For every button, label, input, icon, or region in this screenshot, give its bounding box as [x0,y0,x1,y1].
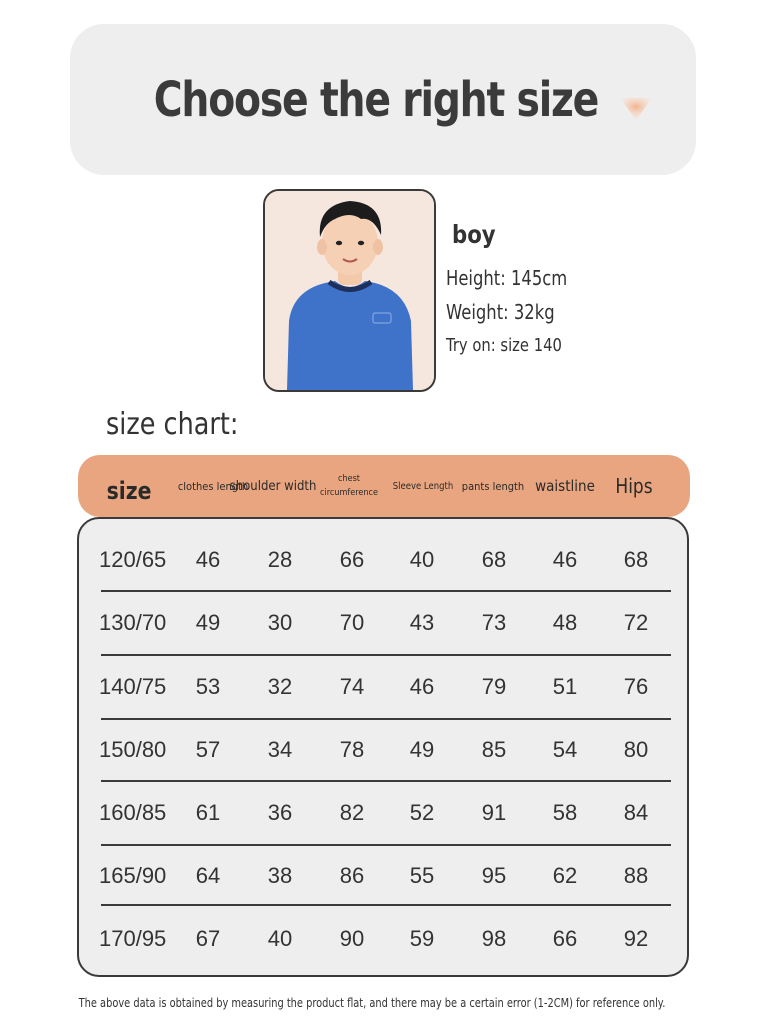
cell-pants-length: 95 [481,863,507,888]
weight-label: Weight: 32kg [446,300,555,324]
cell-clothes-length: 49 [195,610,221,635]
cell-pants-length: 98 [481,926,507,951]
cell-hips: 72 [623,610,649,635]
cell-pants-length: 73 [481,610,507,635]
cell-size: 120/65 [99,547,167,572]
cell-chest: 66 [339,547,365,572]
gender-label: boy [452,220,496,249]
size-chart-label: size chart: [106,407,239,442]
cell-waistline: 54 [552,737,578,762]
table-row [79,719,687,781]
cell-size: 160/85 [99,800,167,825]
size-table-header [78,455,690,517]
cell-clothes-length: 46 [195,547,221,572]
cell-waistline: 48 [552,610,578,635]
cell-chest: 82 [339,800,365,825]
header-sleeve-length: Sleeve Length [392,480,454,492]
cell-size: 170/95 [99,926,167,951]
cell-sleeve-length: 52 [409,800,435,825]
cell-clothes-length: 67 [195,926,221,951]
cell-waistline: 58 [552,800,578,825]
table-row [79,782,687,844]
cell-clothes-length: 53 [195,674,221,699]
cell-pants-length: 85 [481,737,507,762]
cell-chest: 90 [339,926,365,951]
cell-clothes-length: 64 [195,863,221,888]
table-row [79,908,687,970]
cell-shoulder-width: 38 [267,863,293,888]
size-table-body [77,517,689,977]
try-on-label: Try on: size 140 [446,335,562,356]
cell-hips: 80 [623,737,649,762]
heart-icon [612,82,660,126]
header-hips: Hips [615,474,653,498]
cell-waistline: 62 [552,863,578,888]
cell-shoulder-width: 32 [267,674,293,699]
cell-shoulder-width: 28 [267,547,293,572]
cell-shoulder-width: 36 [267,800,293,825]
header-clothes-length: clothes length [177,479,249,493]
cell-pants-length: 91 [481,800,507,825]
cell-waistline: 66 [552,926,578,951]
boy-illustration [265,191,434,390]
cell-hips: 92 [623,926,649,951]
cell-hips: 76 [623,674,649,699]
cell-chest: 74 [339,674,365,699]
footnote: The above data is obtained by measuring the product flat, and there may be a certain error (1-2CM) for reference only. [78,996,666,1010]
cell-shoulder-width: 30 [267,610,293,635]
cell-hips: 68 [623,547,649,572]
table-row [79,592,687,654]
cell-clothes-length: 57 [195,737,221,762]
model-photo [263,189,436,392]
header-shoulder-width: shoulder width [229,478,317,494]
cell-chest: 78 [339,737,365,762]
cell-chest: 70 [339,610,365,635]
cell-sleeve-length: 49 [409,737,435,762]
cell-size: 165/90 [99,863,167,888]
cell-sleeve-length: 59 [409,926,435,951]
title-banner [70,24,696,175]
cell-sleeve-length: 46 [409,674,435,699]
header-size: size [106,477,152,505]
cell-waistline: 46 [552,547,578,572]
cell-chest: 86 [339,863,365,888]
header-chest-circumference: chest circumference [320,474,378,498]
cell-sleeve-length: 43 [409,610,435,635]
cell-size: 130/70 [99,610,167,635]
cell-hips: 88 [623,863,649,888]
header-waistline: waistline [535,477,595,495]
cell-hips: 84 [623,800,649,825]
table-row [79,529,687,591]
cell-size: 140/75 [99,674,167,699]
height-label: Height: 145cm [446,266,568,290]
table-row [79,845,687,907]
header-pants-length: pants length [461,479,525,493]
row-divider [101,904,671,906]
cell-clothes-length: 61 [195,800,221,825]
cell-pants-length: 79 [481,674,507,699]
page-title: Choose the right size [153,71,599,128]
cell-sleeve-length: 55 [409,863,435,888]
cell-shoulder-width: 40 [267,926,293,951]
cell-shoulder-width: 34 [267,737,293,762]
cell-waistline: 51 [552,674,578,699]
cell-pants-length: 68 [481,547,507,572]
cell-sleeve-length: 40 [409,547,435,572]
table-row [79,656,687,718]
cell-size: 150/80 [99,737,167,762]
